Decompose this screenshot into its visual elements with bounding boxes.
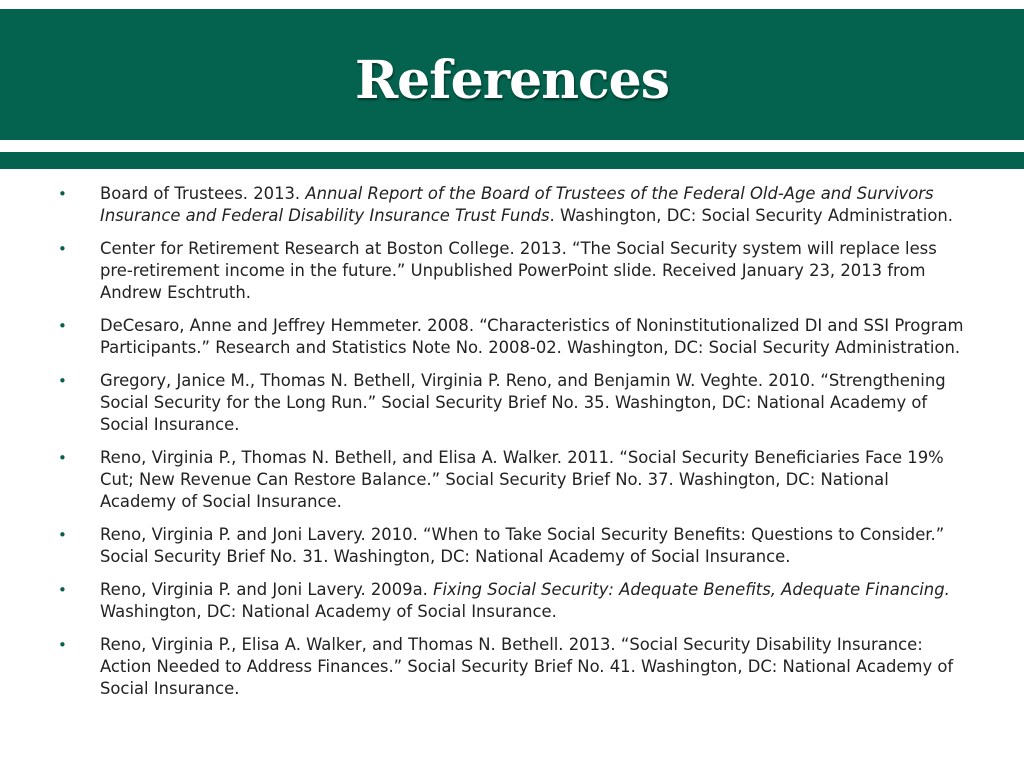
reference-item — [56, 370, 968, 436]
reference-text: Reno, Virginia P. and Joni Lavery. 2009a. Fixing Social Security: Adequate Benefits, Adequate Financing. Washington, DC: National Academy of Social Insurance. — [100, 580, 950, 621]
reference-list — [56, 183, 968, 711]
reference-text: Reno, Virginia P. and Joni Lavery. 2010. “When to Take Social Security Benefits: Questions to Consider.” Social Security Brief No. 31. Washington, DC: National Academy of Social Insurance. — [100, 525, 945, 566]
accent-bar — [0, 152, 1024, 169]
bullet-icon: • — [58, 185, 67, 203]
bullet-icon: • — [58, 581, 67, 599]
reference-item — [56, 315, 968, 359]
reference-text: Reno, Virginia P., Thomas N. Bethell, and Elisa A. Walker. 2011. “Social Security Beneficiaries Face 19% Cut; New Revenue Can Restore Balance.” Social Security Brief No. 37. Washington, DC: National Academy of Social Insurance. — [100, 448, 944, 511]
reference-text: DeCesaro, Anne and Jeffrey Hemmeter. 2008. “Characteristics of Noninstitutionalized DI and SSI Program Participants.” Research and Statistics Note No. 2008-02. Washington, DC: Social Security Administration. — [100, 316, 964, 357]
bullet-icon: • — [58, 636, 67, 654]
reference-item — [56, 634, 968, 700]
reference-item — [56, 524, 968, 568]
reference-item — [56, 579, 968, 623]
reference-text: Reno, Virginia P., Elisa A. Walker, and Thomas N. Bethell. 2013. “Social Security Disability Insurance: Action Needed to Address Finances.” Social Security Brief No. 41. Washington, DC: National Academy of Social Insurance. — [100, 635, 954, 698]
slide-title: References — [354, 50, 670, 111]
reference-item — [56, 447, 968, 513]
reference-item — [56, 183, 968, 227]
reference-item — [56, 238, 968, 304]
reference-text: Center for Retirement Research at Boston College. 2013. “The Social Security system will replace less pre-retirement income in the future.” Unpublished PowerPoint slide. Received January 23, 2013 from Andrew Eschtruth. — [100, 239, 937, 302]
title-band — [0, 9, 1024, 140]
reference-text: Gregory, Janice M., Thomas N. Bethell, Virginia P. Reno, and Benjamin W. Veghte. 2010. “Strengthening Social Security for the Long Run.” Social Security Brief No. 35. Washington, DC: National Academy of Social Insurance. — [100, 371, 946, 434]
bullet-icon: • — [58, 526, 67, 544]
bullet-icon: • — [58, 449, 67, 467]
bullet-icon: • — [58, 317, 67, 335]
bullet-icon: • — [58, 372, 67, 390]
reference-text: Board of Trustees. 2013. Annual Report of the Board of Trustees of the Federal Old-Age and Survivors Insurance and Federal Disability Insurance Trust Funds. Washington, DC: Social Security Administration. — [100, 184, 953, 225]
bullet-icon: • — [58, 240, 67, 258]
